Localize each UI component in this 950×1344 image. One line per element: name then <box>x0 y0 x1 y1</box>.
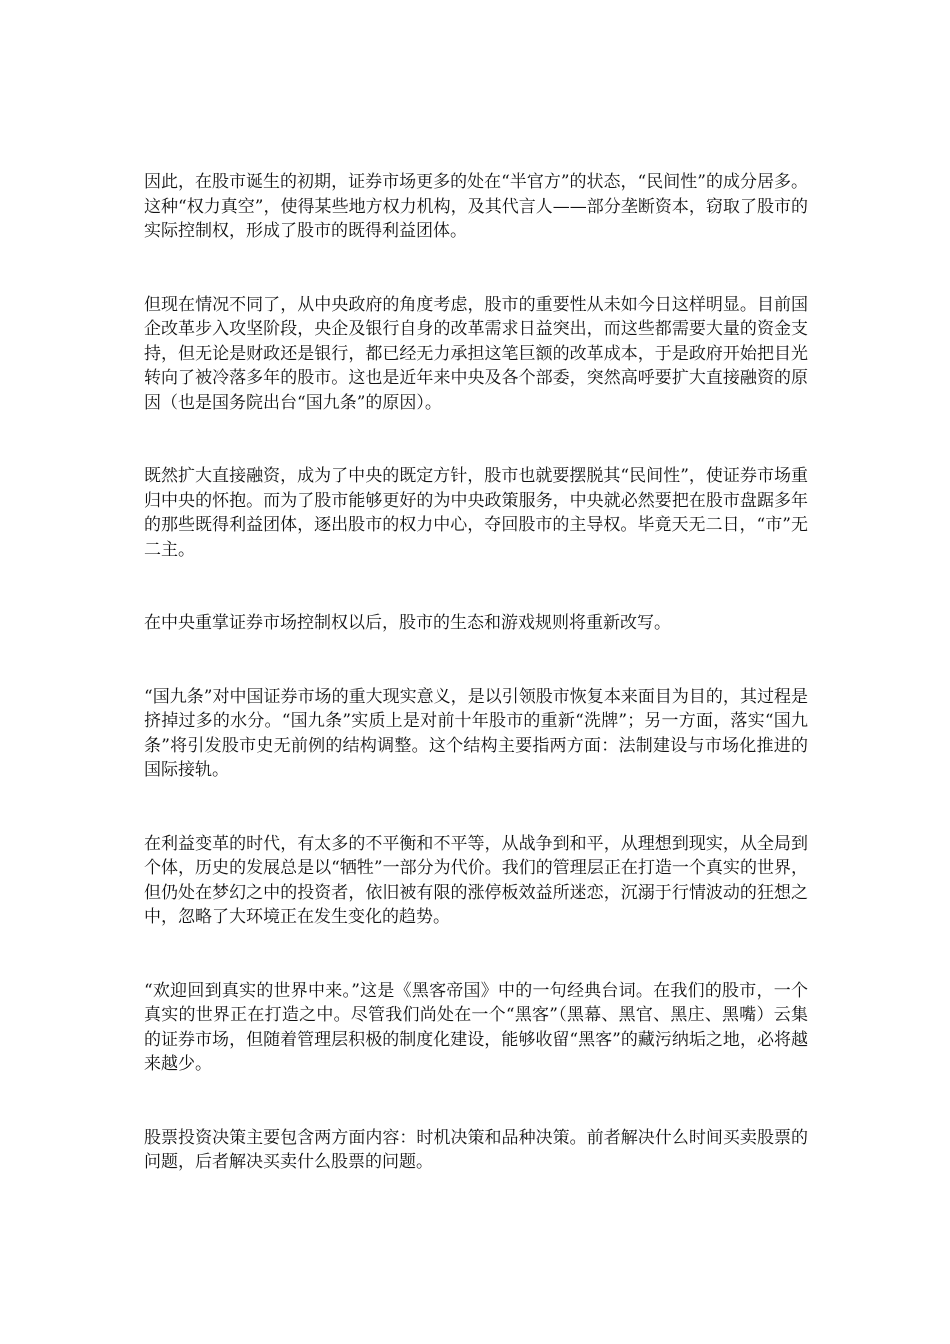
paragraph-7: “欢迎回到真实的世界中来。”这是《黑客帝国》中的一句经典台词。在我们的股市，一个真实的世界正在打造之中。尽管我们尚处在一个“黑客”（黑幕、黑官、黑庄、黑嘴）云集的证券市场，但随着管理层积极的制度化建设，能够收留“黑客”的藏污纳垢之地，必将越来越少。 <box>144 980 808 1074</box>
paragraph-8: 股票投资决策主要包含两方面内容：时机决策和品种决策。前者解决什么时间买卖股票的问题，后者解决买卖什么股票的问题。 <box>144 1127 808 1172</box>
paragraph-3: 既然扩大直接融资，成为了中央的既定方针，股市也就要摆脱其“民间性”，使证券市场重归中央的怀抱。而为了股市能够更好的为中央政策服务，中央就必然要把在股市盘踞多年的那些既得利益团体，逐出股市的权力中心，夺回股市的主导权。毕竟天无二日，“市”无二主。 <box>144 466 808 560</box>
paragraph-2: 但现在情况不同了，从中央政府的角度考虑，股市的重要性从未如今日这样明显。目前国企改革步入攻坚阶段，央企及银行自身的改革需求日益突出，而这些都需要大量的资金支持，但无论是财政还是银行，都已经无力承担这笔巨额的改革成本，于是政府开始把目光转向了被冷落多年的股市。这也是近年来中央及各个部委，突然高呼要扩大直接融资的原因（也是国务院出台“国九条”的原因）。 <box>144 294 808 413</box>
paragraph-1: 因此，在股市诞生的初期，证券市场更多的处在“半官方”的状态，“民间性”的成分居多。这种“权力真空”，使得某些地方权力机构，及其代言人——部分垄断资本，窃取了股市的实际控制权，形成了股市的既得利益团体。 <box>144 172 808 241</box>
paragraph-5: “国九条”对中国证券市场的重大现实意义，是以引领股市恢复本来面目为目的，其过程是挤掉过多的水分。“国九条”实质上是对前十年股市的重新“洗牌”；另一方面，落实“国九条”将引发股市史无前例的结构调整。这个结构主要指两方面：法制建设与市场化推进的国际接轨。 <box>144 686 808 780</box>
paragraph-6: 在利益变革的时代，有太多的不平衡和不平等，从战争到和平，从理想到现实，从全局到个体，历史的发展总是以“牺牲”一部分为代价。我们的管理层正在打造一个真实的世界，但仍处在梦幻之中的投资者，依旧被有限的涨停板效益所迷恋，沉溺于行情波动的狂想之中，忽略了大环境正在发生变化的趋势。 <box>144 833 808 927</box>
paragraph-4: 在中央重掌证券市场控制权以后，股市的生态和游戏规则将重新改写。 <box>144 613 671 633</box>
document-page <box>144 170 808 1224</box>
